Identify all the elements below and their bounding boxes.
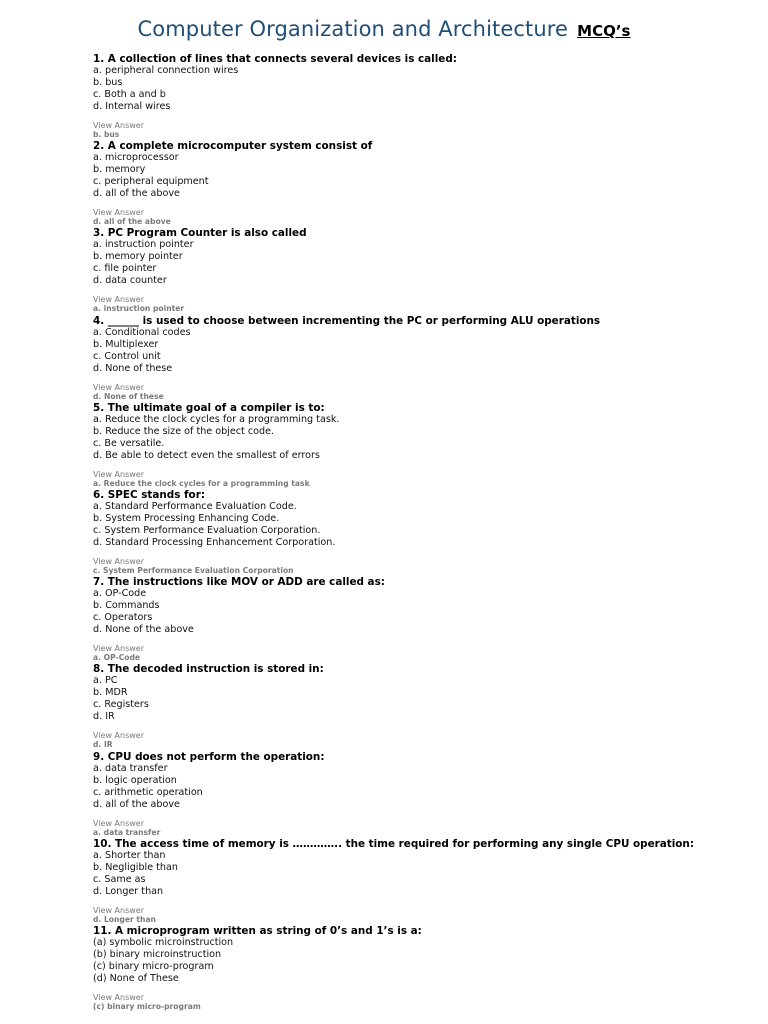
question-block [93, 489, 753, 576]
option-item: b. Commands [93, 600, 160, 612]
option-item: a. Shorter than [93, 849, 166, 861]
answer-text: a. Reduce the clock cycles for a programming task [93, 478, 310, 488]
option-item: b. memory [93, 164, 146, 176]
option-item: b. System Processing Enhancing Code. [93, 512, 280, 524]
option-item: b. Multiplexer [93, 338, 159, 350]
option-item: c. Be versatile. [93, 437, 165, 449]
option-list [93, 850, 753, 898]
question-text: 5. The ultimate goal of a compiler is to: [93, 401, 325, 414]
option-item: c. Both a and b [93, 89, 166, 100]
view-answer-link[interactable]: View Answer [93, 818, 144, 828]
answer-text: d. IR [93, 740, 113, 750]
question-list [93, 53, 753, 1012]
title-main: Computer Organization and Architecture [137, 17, 569, 41]
option-list [93, 588, 753, 636]
option-item: c. Registers [93, 699, 149, 711]
question-text: 11. A microprogram written as string of 0’s and 1’s is a: [93, 924, 422, 937]
answer-text: d. Longer than [93, 914, 156, 924]
answer-text: c. System Performance Evaluation Corporation [93, 565, 294, 575]
answer-text: (c) binary micro-program [93, 1001, 201, 1011]
option-item: a. microprocessor [93, 152, 179, 164]
option-item: b. memory pointer [93, 251, 183, 263]
answer-text: a. instruction pointer [93, 304, 185, 314]
option-item: a. PC [93, 675, 118, 687]
option-item: (d) None of These [93, 972, 179, 984]
question-text: 10. The access time of memory is ………….. the time required for performing any single CPU operation: [93, 837, 694, 850]
option-item: c. Control unit [93, 350, 161, 362]
answer-text: d. None of these [93, 391, 164, 401]
question-text: 2. A complete microcomputer system consist of [93, 140, 373, 153]
option-item: a. Standard Performance Evaluation Code. [93, 500, 297, 512]
option-item: d. IR [93, 711, 115, 723]
option-item: b. bus [93, 77, 123, 88]
option-item: b. MDR [93, 687, 128, 699]
option-item: d. Internal wires [93, 101, 171, 112]
question-block [93, 140, 753, 227]
view-answer-link[interactable]: View Answer [93, 121, 144, 130]
option-list [93, 414, 753, 462]
option-list [93, 501, 753, 549]
question-block [93, 751, 753, 838]
question-text: 6. SPEC stands for: [93, 488, 205, 501]
option-item: d. all of the above [93, 798, 180, 810]
option-list [93, 152, 753, 200]
option-list [93, 327, 753, 375]
question-text: 7. The instructions like MOV or ADD are called as: [93, 576, 385, 589]
question-text: 9. CPU does not perform the operation: [93, 750, 325, 763]
answer-text: a. data transfer [93, 827, 161, 837]
option-item: (c) binary micro-program [93, 960, 214, 972]
option-item: (b) binary microinstruction [93, 948, 222, 960]
view-answer-link[interactable]: View Answer [93, 992, 144, 1002]
option-list [93, 239, 753, 287]
option-item: d. all of the above [93, 188, 180, 200]
view-answer-link[interactable]: View Answer [93, 905, 144, 915]
question-block [93, 315, 753, 402]
option-item: b. Negligible than [93, 861, 178, 873]
view-answer-link[interactable]: View Answer [93, 556, 144, 566]
question-block [93, 925, 753, 1012]
option-item: c. Operators [93, 612, 153, 624]
option-item: d. Be able to detect even the smallest of errors [93, 449, 320, 461]
answer-text: a. OP-Code [93, 653, 141, 663]
question-text: 1. A collection of lines that connects several devices is called: [93, 53, 457, 65]
question-block [93, 576, 753, 663]
question-block [93, 663, 753, 750]
answer-text: b. bus [93, 130, 120, 139]
question-block [93, 227, 753, 314]
option-item: d. Longer than [93, 885, 164, 897]
option-item: b. logic operation [93, 774, 177, 786]
option-item: c. file pointer [93, 263, 157, 275]
option-list [93, 763, 753, 811]
option-item: c. System Performance Evaluation Corporation. [93, 524, 321, 536]
option-item: a. instruction pointer [93, 239, 194, 251]
option-list [93, 65, 753, 113]
option-item: d. data counter [93, 275, 167, 287]
option-item: a. Reduce the clock cycles for a programming task. [93, 413, 340, 425]
answer-text: d. all of the above [93, 217, 171, 227]
option-item: c. peripheral equipment [93, 176, 209, 188]
option-list [93, 937, 753, 985]
view-answer-link[interactable]: View Answer [93, 382, 144, 392]
question-text: 8. The decoded instruction is stored in: [93, 663, 324, 676]
option-item: a. data transfer [93, 762, 168, 774]
option-item: a. peripheral connection wires [93, 65, 239, 76]
option-item: c. Same as [93, 873, 146, 885]
option-item: d. Standard Processing Enhancement Corporation. [93, 536, 336, 548]
question-block [93, 402, 753, 489]
view-answer-link[interactable]: View Answer [93, 469, 144, 479]
question-text: 3. PC Program Counter is also called [93, 227, 307, 240]
question-block [93, 838, 753, 925]
page-title [0, 17, 768, 41]
question-text: 4. ______ is used to choose between incrementing the PC or performing ALU operations [93, 314, 601, 327]
option-item: c. arithmetic operation [93, 786, 203, 798]
view-answer-link[interactable]: View Answer [93, 208, 144, 218]
option-item: b. Reduce the size of the object code. [93, 425, 275, 437]
option-item: d. None of these [93, 362, 173, 374]
option-list [93, 675, 753, 723]
title-subtitle: MCQ’s [577, 22, 631, 40]
option-item: d. None of the above [93, 624, 194, 636]
question-block [93, 53, 753, 140]
view-answer-link[interactable]: View Answer [93, 295, 144, 305]
option-item: (a) symbolic microinstruction [93, 936, 234, 948]
option-item: a. Conditional codes [93, 326, 191, 338]
view-answer-link[interactable]: View Answer [93, 731, 144, 741]
option-item: a. OP-Code [93, 588, 147, 600]
view-answer-link[interactable]: View Answer [93, 644, 144, 654]
